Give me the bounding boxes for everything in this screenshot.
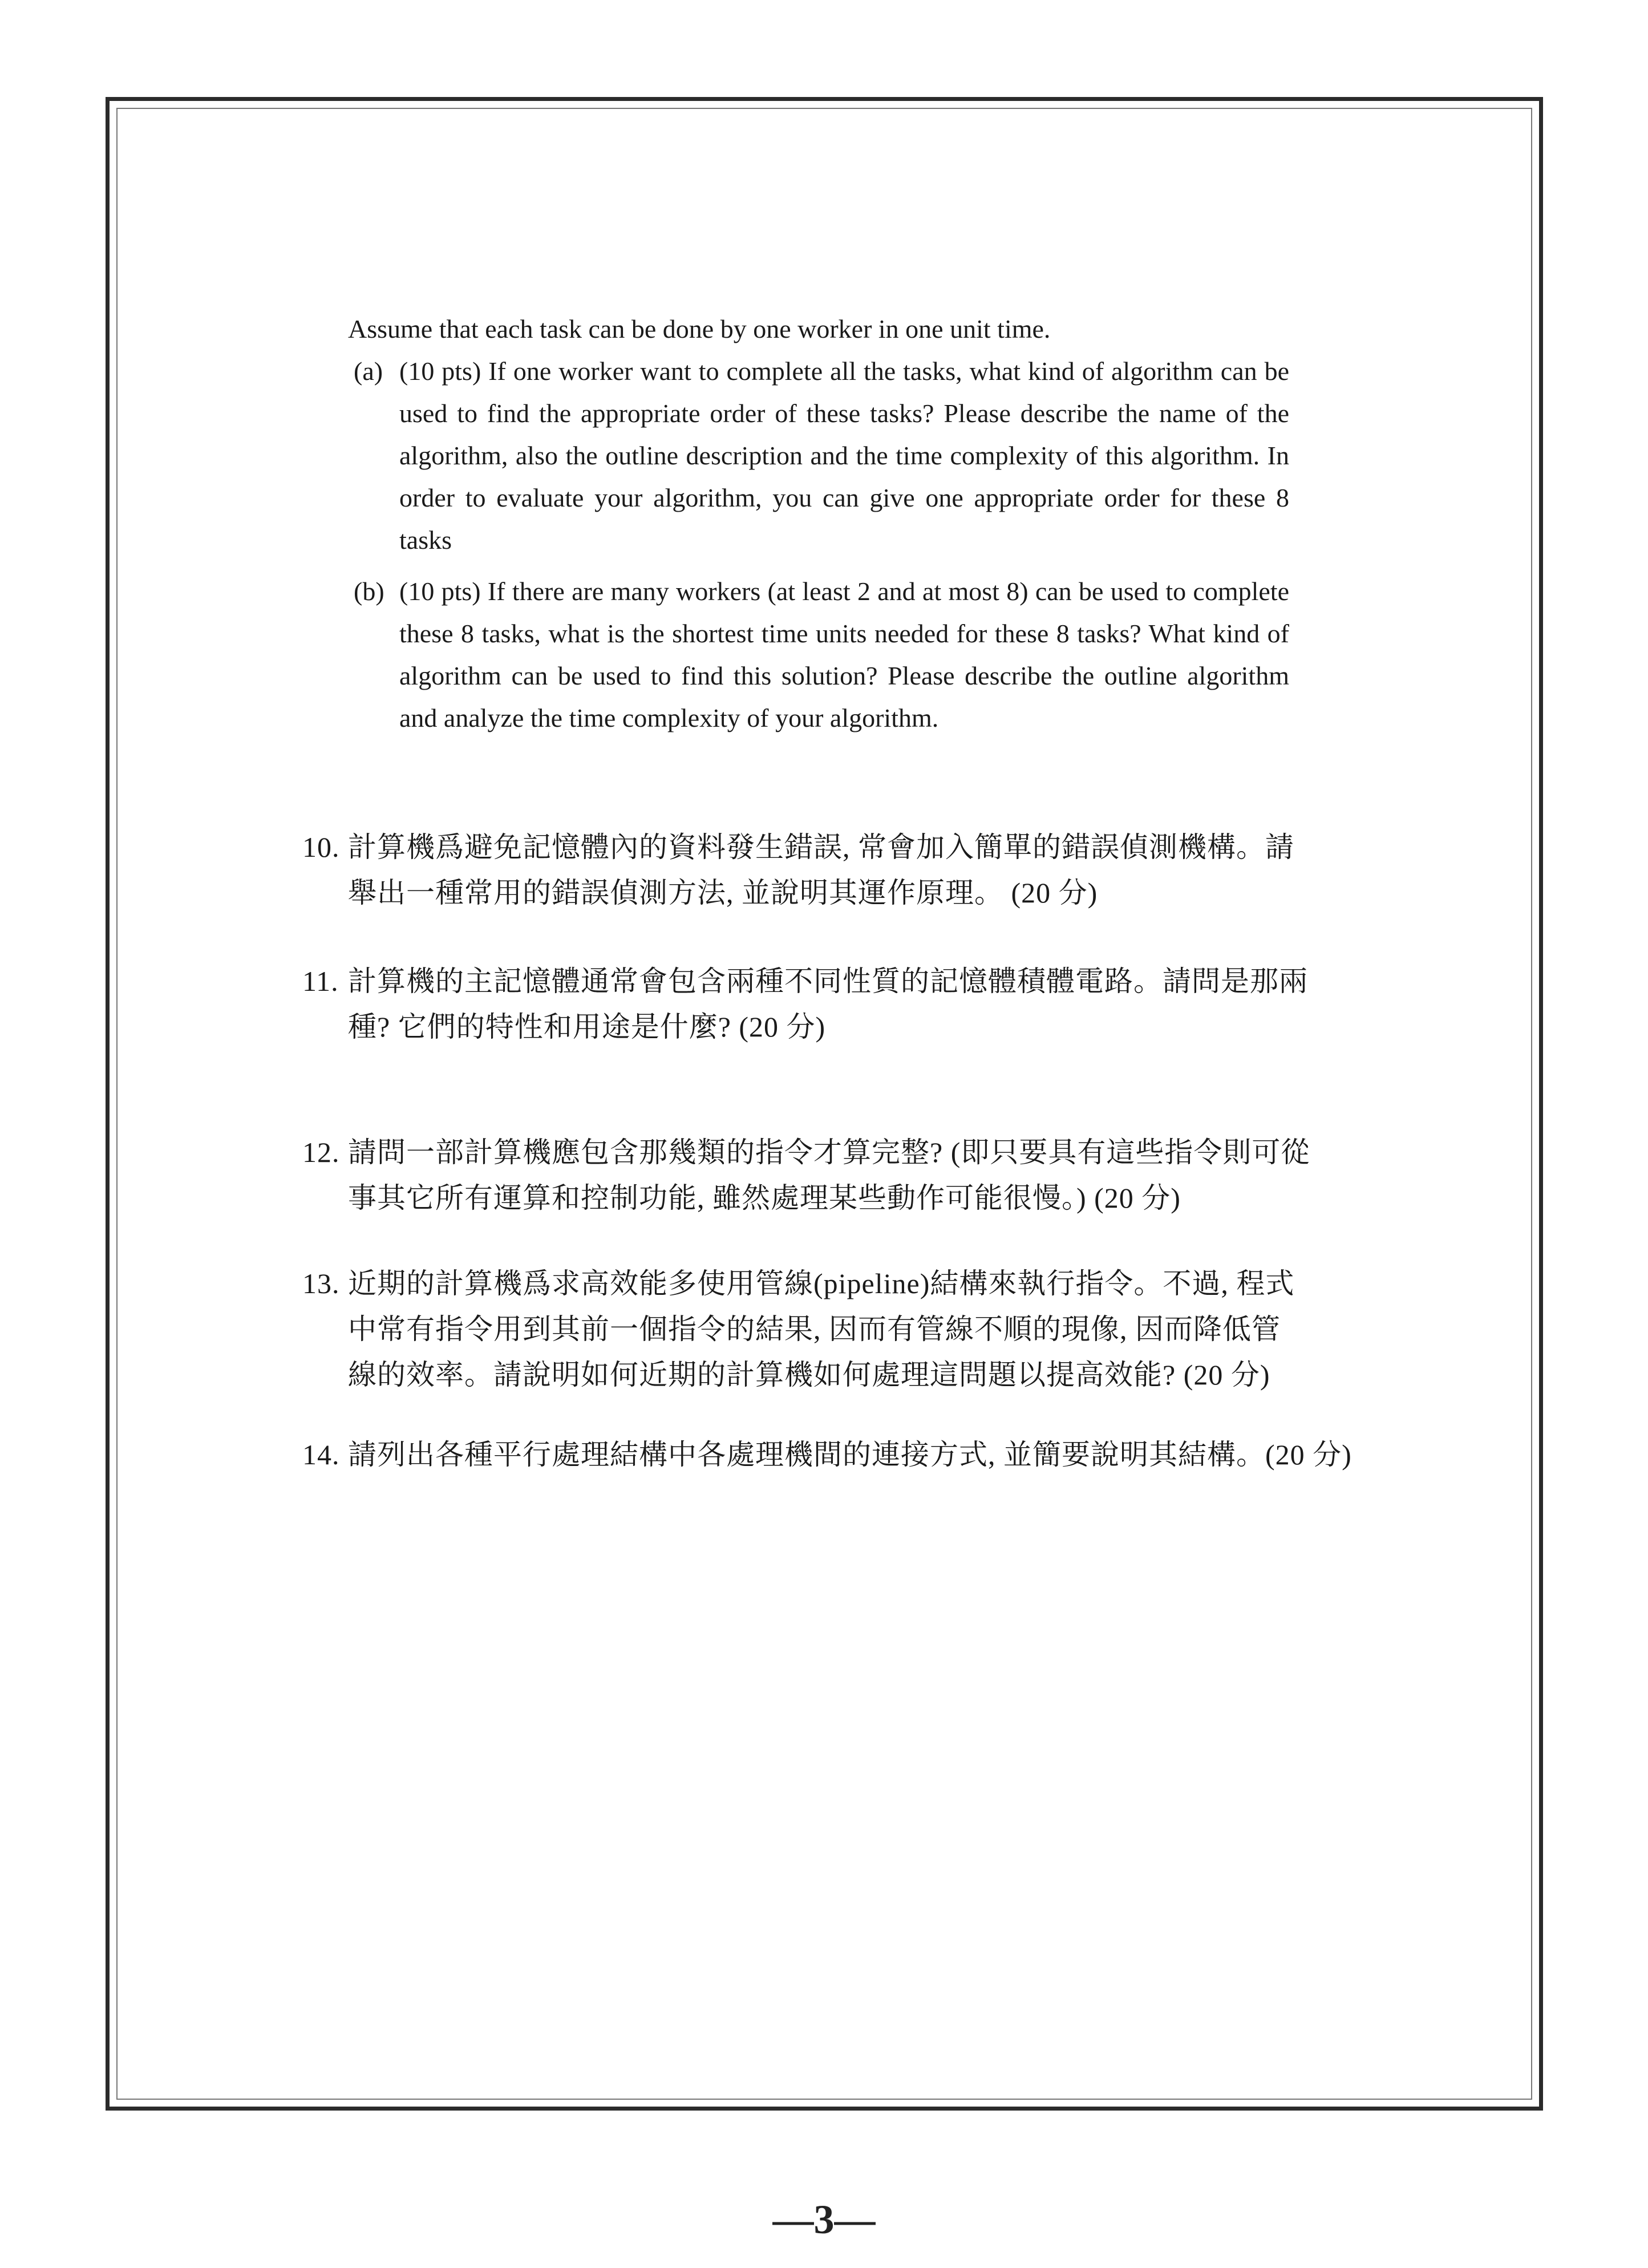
question-number: 12. [302, 1136, 340, 1168]
question-line: 舉出一種常用的錯誤偵測方法, 並說明其運作原理。 (20 分) [348, 877, 1098, 909]
question-12 [302, 1129, 1310, 1221]
question-number: 13. [302, 1267, 340, 1299]
question-line: 請問一部計算機應包含那幾類的指令才算完整? (即只要具有這些指令則可從 [348, 1136, 1310, 1168]
intro-text: Assume that each task can be done by one worker in one unit time. [348, 314, 1051, 343]
question-line: 線的效率。請說明如何近期的計算機如何處理這問題以提高效能? (20 分) [348, 1359, 1270, 1391]
question-number: 10. [302, 831, 340, 863]
question-number: 11. [302, 965, 339, 997]
question-14 [302, 1432, 1352, 1477]
question-line: 中常有指令用到其前一個指令的結果, 因而有管線不順的現像, 因而降低管 [348, 1313, 1281, 1345]
part-a-text: (10 pts) If one worker want to complete all the tasks, what kind of algorithm can be used to find the appropriate order of these tasks? Please describe the name of the algorithm, also the outline description and the time complexity of this algorithm. In order to evaluate your algorithm, you can give one appropriate order for these 8 tasks [399, 357, 1289, 554]
question-line: 計算機爲避免記憶體內的資料發生錯誤, 常會加入簡單的錯誤偵測機構。請 [348, 831, 1294, 863]
question-11 [302, 958, 1308, 1050]
question-line: 計算機的主記憶體通常會包含兩種不同性質的記憶體積體電路。請問是那兩 [348, 965, 1308, 997]
page-number: —3— [772, 2197, 876, 2242]
question-10 [302, 824, 1294, 916]
question-number: 14. [302, 1439, 340, 1471]
part-a [354, 350, 1289, 561]
question-line: 種? 它們的特性和用途是什麼? (20 分) [348, 1011, 826, 1043]
question-line: 近期的計算機爲求高效能多使用管線(pipeline)結構來執行指令。不過, 程式 [348, 1267, 1295, 1299]
part-b-label: (b) [354, 577, 384, 606]
part-a-label: (a) [354, 357, 383, 386]
question-13 [302, 1261, 1295, 1398]
part-b-text: (10 pts) If there are many workers (at least 2 and at most 8) can be used to complete these 8 tasks, what is the shortest time units needed for these 8 tasks? What kind of algorithm can be used to find this solution? Please describe the outline algorithm and analyze the time complexity of your algorithm. [399, 577, 1289, 732]
question-line: 事其它所有運算和控制功能, 雖然處理某些動作可能很慢。) (20 分) [348, 1182, 1181, 1214]
question-line: 請列出各種平行處理結構中各處理機間的連接方式, 並簡要說明其結構。(20 分) [348, 1439, 1352, 1471]
part-b [354, 570, 1289, 739]
